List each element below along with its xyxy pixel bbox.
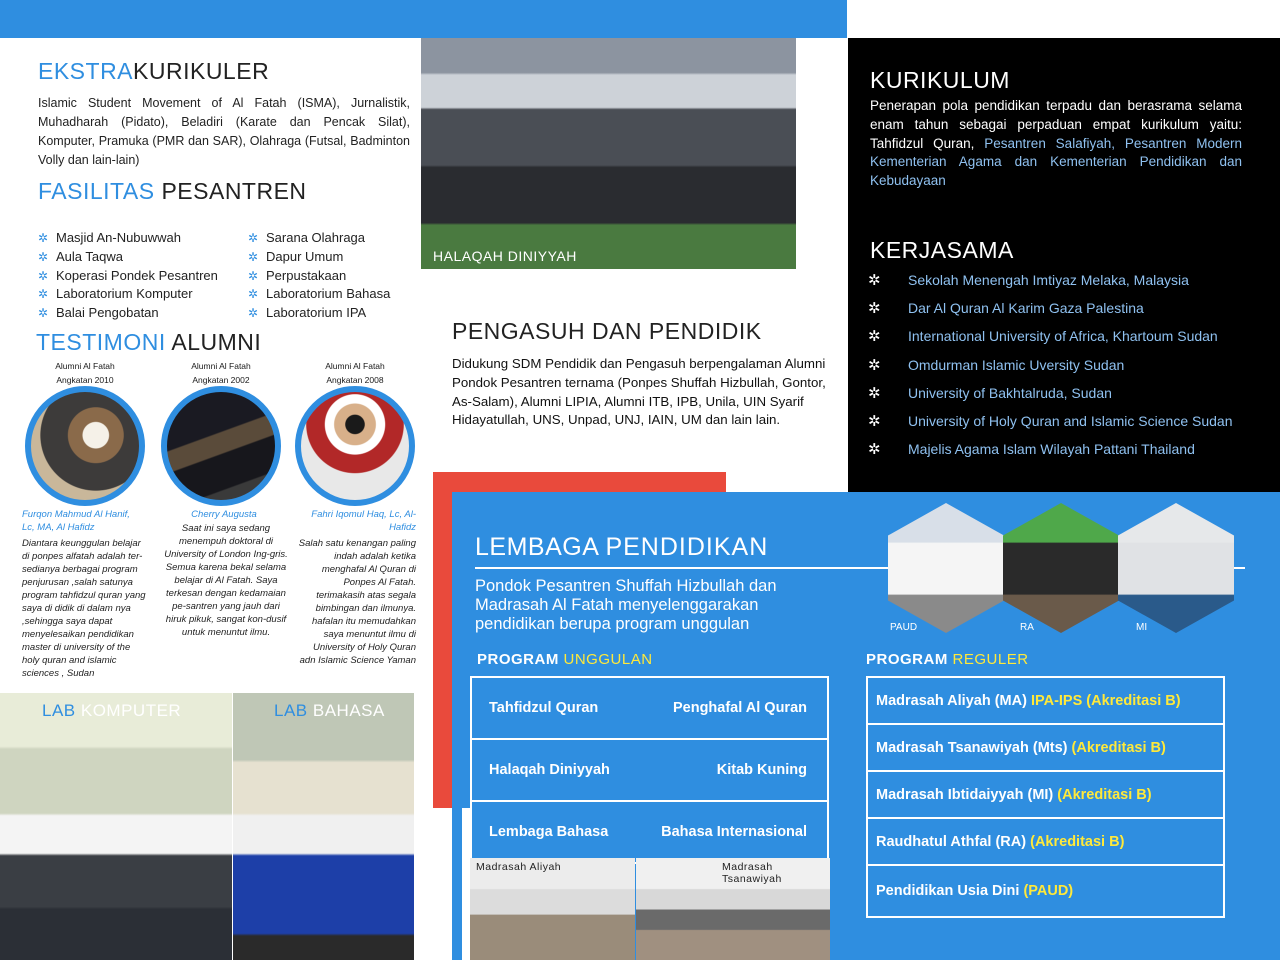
list-item-label: Perpustakaan	[266, 267, 347, 283]
list-item-label: Dapur Umum	[266, 248, 344, 264]
fasilitas-list-1	[38, 229, 218, 323]
lab-komputer-caption	[42, 701, 181, 721]
gear-icon: ✲	[38, 268, 49, 283]
list-item-label: International University of Africa, Khartoum Sudan	[908, 328, 1218, 345]
caption-highlight: LAB	[42, 701, 76, 720]
table-row	[867, 724, 1224, 771]
list-item-label: Majelis Agama Islam Wilayah Pattani Thailand	[908, 441, 1195, 458]
table-cell	[867, 818, 1224, 865]
list-item	[38, 229, 218, 248]
caption-rest: KOMPUTER	[80, 701, 182, 720]
table-row	[867, 818, 1224, 865]
lembaga-body: Pondok Pesantren Shuffah Hizbullah dan Madrasah Al Fatah menyelenggarakan pendidikan berupa program unggulan	[475, 577, 777, 633]
heading-highlight: EKSTRA	[38, 58, 134, 84]
heading-rest: PESANTREN	[161, 178, 307, 204]
heading-highlight: TESTIMONI	[36, 329, 166, 355]
row-main: Madrasah Aliyah (MA)	[876, 692, 1027, 709]
ekstrakurikuler-body: Islamic Student Movement of Al Fatah (ISMA), Jurnalistik, Muhadharah (Pidato), Beladiri (Karate dan Pencak Silat), Komputer, Pramuka (PMR dan SAR), Olahraga (Futsal, Badminton Volly dan lain-lain)	[38, 96, 410, 167]
testimoni-heading	[36, 329, 261, 356]
program-unggulan-heading	[477, 651, 653, 668]
gear-icon: ✲	[248, 287, 259, 302]
alumni-text: Salah satu kenangan paling indah adalah ketika menghafal Al Quran di Ponpes Al Fatah. terimakasih atas segala bimbingan dan ilmunya. hafalan itu memudahkan saya menuntut ilmu di University of Holy Quran adn Islamic Science Yaman	[298, 538, 416, 666]
list-item	[248, 304, 390, 323]
heading-highlight: LEMBAGA	[475, 533, 598, 561]
list-item-label: Aula Taqwa	[56, 248, 123, 264]
gear-icon: ✲	[868, 272, 881, 290]
table-row	[867, 677, 1224, 724]
madrasah-tsanawiyah-caption: Madrasah Tsanawiyah	[722, 861, 782, 885]
heading-highlight: PROGRAM	[866, 651, 948, 668]
alumni-text: Saat ini saya sedang menempuh doktoral di University of London Ing-gris. Semua karena bekal selama belajar di Al Fatah. Saya terkesan dengan kedamaian pe-santren yang jauh dari hiruk pikuk, sangat kon-dusif untuk menuntut ilmu.	[164, 523, 288, 638]
list-item	[868, 322, 1232, 350]
list-item	[868, 294, 1232, 322]
kurikulum-heading: KURIKULUM	[870, 67, 1010, 93]
table-cell: Lembaga Bahasa	[471, 801, 633, 863]
alumni-text: Diantara keunggulan belajar di ponpes alfatah adalah ter-sedianya berbagai program penjurusan ,salah satunya program tahfidzul quran yang saya di didik di dalam nya ,sehingga saya dapat menyelesaikan pendidikan master di university of the holy quran and islamic sciences , Sudan	[22, 538, 146, 679]
gear-icon: ✲	[868, 384, 881, 402]
gear-icon: ✲	[868, 413, 881, 431]
row-sub: IPA-IPS (Akreditasi B)	[1030, 692, 1181, 709]
lab-bahasa-caption	[274, 701, 385, 721]
table-cell	[867, 771, 1224, 818]
row-sub: (Akreditasi B)	[1057, 786, 1152, 803]
heading-rest: REGULER	[952, 651, 1029, 668]
table-row	[867, 771, 1224, 818]
alumni-tag-line: Alumni Al Fatah	[325, 361, 385, 371]
caption-highlight: LAB	[274, 701, 308, 720]
table-row	[867, 865, 1224, 917]
gear-icon: ✲	[38, 306, 49, 321]
list-item-label: University of Holy Quran and Islamic Science Sudan	[908, 413, 1233, 430]
kerjasama-heading: KERJASAMA	[870, 237, 1014, 263]
list-item-label: Sekolah Menengah Imtiyaz Melaka, Malaysia	[908, 272, 1189, 289]
alumni-tag-line: Alumni Al Fatah	[191, 361, 251, 371]
alumni-tag	[161, 359, 281, 387]
gear-icon: ✲	[868, 300, 881, 318]
table-row	[471, 739, 828, 801]
lab-komputer-photo	[0, 693, 232, 960]
list-item	[248, 285, 390, 304]
lembaga-heading	[475, 533, 768, 562]
gear-icon: ✲	[248, 306, 259, 321]
hex-label: RA	[1020, 622, 1034, 633]
kerjasama-list	[868, 266, 1232, 463]
gear-icon: ✲	[38, 287, 49, 302]
pengasuh-body: Didukung SDM Pendidik dan Pengasuh berpengalaman Alumni Pondok Pesantren ternama (Ponpes Shuffah Hizbullah, Gontor, As-Salam), Alumni LIPIA, Alumni ITB, IPB, Unila, UIN Syarif Hidayatullah, UNS, Unpad, UNJ, IAIN, UM dan lain lain.	[452, 356, 826, 428]
row-sub: (Akreditasi B)	[1071, 739, 1166, 756]
alumni-name: Fahri Iqomul Haq, Lc, Al-Hafidz	[311, 509, 416, 533]
gear-icon: ✲	[868, 441, 881, 459]
list-item-label: Laboratorium Komputer	[56, 286, 193, 302]
list-item-label: Koperasi Pondek Pesantren	[56, 267, 218, 283]
halaqah-photo	[421, 38, 796, 269]
list-item	[868, 435, 1232, 463]
alumni-photo	[295, 386, 415, 506]
gear-icon: ✲	[38, 231, 49, 245]
row-sub: (Akreditasi B)	[1030, 833, 1125, 850]
heading-rest: DAN PENDIDIK	[591, 318, 762, 344]
heading-rest: UNGGULAN	[563, 651, 653, 668]
alumni-name: Cherry Augusta	[191, 509, 257, 520]
list-item-label: Masjid An-Nubuwwah	[56, 230, 182, 245]
program-unggulan-table	[470, 676, 829, 864]
list-item	[38, 304, 218, 323]
kurikulum-body-a: Penerapan pola pendidikan terpadu dan berasrama selama enam tahun sebagai perpaduan empat kurikulum yaitu: Tahfidzul Quran,	[870, 98, 1242, 151]
list-item-label: Sarana Olahraga	[266, 230, 366, 245]
list-item	[868, 266, 1232, 294]
table-cell	[867, 677, 1224, 724]
list-item	[38, 248, 218, 267]
row-sub: (PAUD)	[1023, 883, 1074, 899]
table-row	[471, 801, 828, 863]
table-cell: Penghafal Al Quran	[633, 677, 828, 739]
row-main: Pendidikan Usia Dini	[876, 883, 1020, 899]
madrasah-aliyah-photo	[470, 858, 635, 960]
program-reguler-table	[866, 676, 1225, 918]
list-item	[38, 267, 218, 286]
list-item	[248, 267, 390, 286]
list-item-label: Laboratorium IPA	[266, 305, 367, 321]
table-cell: Halaqah Diniyyah	[471, 739, 633, 801]
halaqah-caption: HALAQAH DINIYYAH	[433, 248, 577, 264]
kurikulum-body	[870, 97, 1242, 191]
list-item-label: Omdurman Islamic Uversity Sudan	[908, 356, 1125, 373]
caption-rest: BAHASA	[312, 701, 385, 720]
ekstrakurikuler-heading	[38, 58, 269, 85]
list-item-label: Dar Al Quran Al Karim Gaza Palestina	[908, 300, 1144, 317]
heading-highlight: FASILITAS	[38, 178, 155, 204]
alumni-tag-line: Angkatan 2010	[56, 375, 114, 385]
fasilitas-heading	[38, 178, 307, 205]
row-main: Raudhatul Athfal (RA)	[876, 833, 1027, 850]
gear-icon: ✲	[248, 231, 259, 245]
list-item	[868, 407, 1232, 435]
list-item-label: University of Bakhtalruda, Sudan	[908, 384, 1112, 401]
list-item	[868, 351, 1232, 379]
top-accent-bar	[0, 0, 847, 38]
gear-icon: ✲	[38, 249, 49, 264]
row-main: Madrasah Tsanawiyah (Mts)	[876, 739, 1068, 756]
list-item	[38, 285, 218, 304]
list-item-label: Balai Pengobatan	[56, 305, 159, 321]
fasilitas-list-2	[248, 229, 390, 323]
table-cell: Tahfidzul Quran	[471, 677, 633, 739]
madrasah-aliyah-caption: Madrasah Aliyah	[476, 861, 562, 873]
table-cell	[867, 724, 1224, 771]
heading-highlight: PENGASUH	[452, 318, 586, 344]
alumni-tag-line: Angkatan 2002	[192, 375, 250, 385]
list-item	[248, 248, 390, 267]
row-main: Madrasah Ibtidaiyyah (MI)	[876, 786, 1054, 803]
list-item	[868, 379, 1232, 407]
heading-rest: PENDIDIKAN	[605, 533, 769, 561]
gear-icon: ✲	[868, 328, 881, 346]
lab-bahasa-photo	[233, 693, 414, 960]
table-cell: Kitab Kuning	[633, 739, 828, 801]
list-item-label: Laboratorium Bahasa	[266, 286, 391, 302]
kurikulum-body-b: Pesantren Salafiyah, Pesantren Modern Kementerian Agama dan Kementerian Pendidikan dan Kebudayaan	[870, 135, 1242, 189]
alumni-tag	[25, 359, 145, 387]
program-reguler-heading	[866, 651, 1029, 668]
heading-rest: ALUMNI	[171, 329, 262, 355]
madrasah-tsanawiyah-photo	[636, 858, 830, 960]
hex-label: MI	[1136, 622, 1148, 633]
alumni-photo	[25, 386, 145, 506]
hex-label: PAUD	[890, 622, 918, 633]
table-row	[471, 677, 828, 739]
pengasuh-heading	[452, 318, 762, 345]
heading-highlight: PROGRAM	[477, 651, 559, 668]
alumni-name: Furqon Mahmud Al Hanif, Lc, MA, Al Hafidz	[22, 509, 130, 533]
table-cell: Bahasa Internasional	[633, 801, 828, 863]
alumni-photo	[161, 386, 281, 506]
gear-icon: ✲	[248, 268, 259, 283]
alumni-tag	[295, 359, 415, 387]
heading-rest: KURIKULER	[133, 58, 270, 84]
gear-icon: ✲	[868, 356, 881, 374]
table-cell	[867, 865, 1224, 917]
alumni-tag-line: Alumni Al Fatah	[55, 361, 115, 371]
gear-icon: ✲	[248, 249, 259, 264]
alumni-tag-line: Angkatan 2008	[326, 375, 384, 385]
list-item	[248, 229, 390, 248]
